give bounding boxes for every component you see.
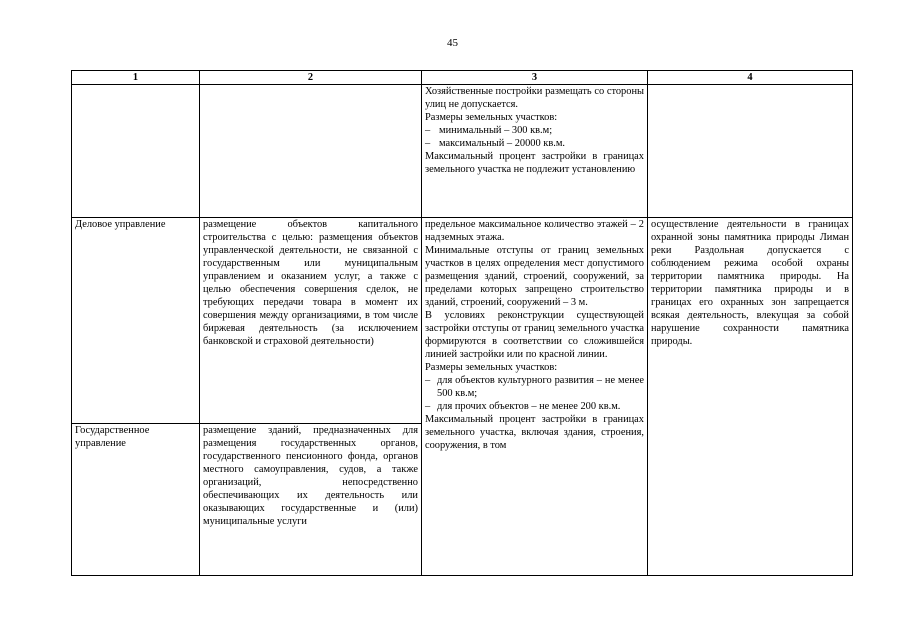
merged-col3-paragraph: Размеры земельных участков: xyxy=(425,362,558,373)
row1-col4 xyxy=(648,85,853,218)
list-item: – максимальный – 20000 кв.м. xyxy=(425,137,644,150)
column-header-2: 2 xyxy=(200,71,422,85)
row3-col1: Государственное управление xyxy=(72,424,200,576)
row1-col1 xyxy=(72,85,200,218)
row1-col3 xyxy=(422,85,648,218)
row1-col3-list xyxy=(425,124,644,150)
merged-col4: осуществление деятельности в границах охранной зоны памятника природы Лиман реки Раздольная допускается с соблюдением режима особой охраны территории памятника природы. На территории памятника природы и в границах его охранных зон запрещается всякая деятельность, влекущая за собой нарушение сохранности памятника природы. xyxy=(648,218,853,576)
merged-col3-paragraph: В условиях реконструкции существующей застройки отступы от границ земельного участка формируются в соответствии со сложившейся линией застройки или по красной линии. xyxy=(425,310,644,360)
merged-col3-paragraph: Максимальный процент застройки в границах земельного участка, включая здания, строения, сооружения, в том xyxy=(425,414,644,451)
row2-col2: размещение объектов капитального строительства с целью: размещения объектов управленческой деятельности, не связанной с государственным или муниципальным управлением и оказанием услуг, а также с целью обеспечения совершения сделок, не требующих передачи товара в момент их совершения между организациями, в том числе биржевая деятельность (за исключением банковской и страховой деятельности) xyxy=(200,218,422,424)
list-item: – для прочих объектов – не менее 200 кв.м. xyxy=(425,400,644,413)
merged-col3-paragraph: Минимальные отступы от границ земельных участков в целях определения мест допустимого размещения зданий, строений, сооружений, за пределами которых запрещено строительство зданий, строений, сооружений – 3 м. xyxy=(425,245,644,308)
row3-col2: размещение зданий, предназначенных для размещения государственных органов, государственного пенсионного фонда, органов местного самоуправления, судов, а также организаций, непосредственно обеспечивающих их деятельность или оказывающих государственные и (или) муниципальные услуги xyxy=(200,424,422,576)
table-row xyxy=(72,218,853,424)
row1-col3-paragraph: Размеры земельных участков: xyxy=(425,112,558,123)
merged-col3 xyxy=(422,218,648,576)
row2-col1: Деловое управление xyxy=(72,218,200,424)
regulations-table xyxy=(71,70,853,576)
table-header-row xyxy=(72,71,853,85)
merged-col3-list xyxy=(425,374,644,413)
row1-col2 xyxy=(200,85,422,218)
list-item: – для объектов культурного развития – не менее 500 кв.м; xyxy=(425,374,644,400)
merged-col3-paragraph: предельное максимальное количество этажей – 2 надземных этажа. xyxy=(425,219,644,243)
table-row xyxy=(72,85,853,218)
list-item: – минимальный – 300 кв.м; xyxy=(425,124,644,137)
page-number: 45 xyxy=(447,37,458,49)
column-header-4: 4 xyxy=(648,71,853,85)
column-header-3: 3 xyxy=(422,71,648,85)
column-header-1: 1 xyxy=(72,71,200,85)
row1-col3-paragraph: Хозяйственные постройки размещать со стороны улиц не допускается. xyxy=(425,86,644,110)
row1-col3-paragraph: Максимальный процент застройки в границах земельного участка не подлежит установлению xyxy=(425,151,644,175)
